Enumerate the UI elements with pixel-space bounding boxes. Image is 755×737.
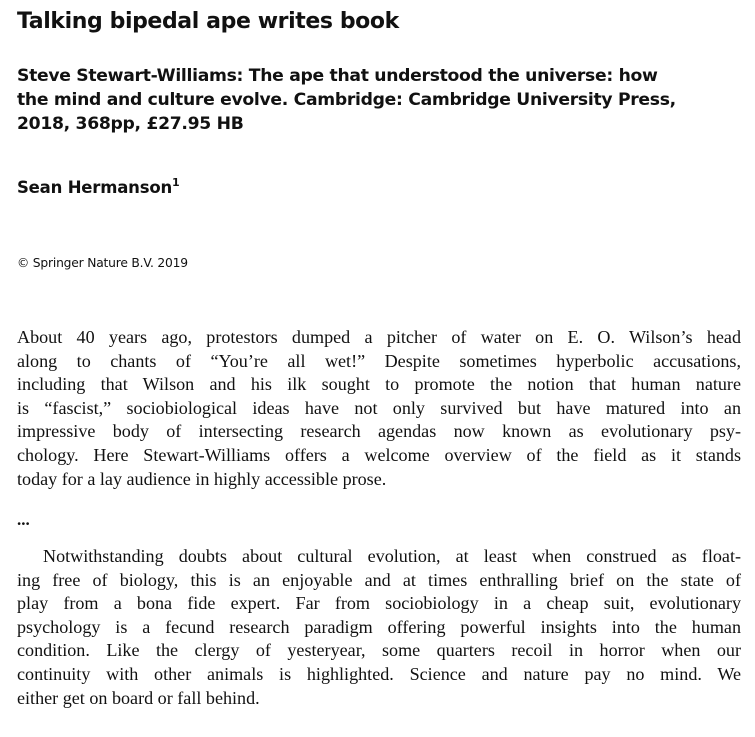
- paragraph-2: [17, 545, 741, 710]
- copyright-notice: © Springer Nature B.V. 2019: [17, 256, 188, 270]
- text-line: Notwithstanding doubts about cultural evolution, at least when construed as float-: [43, 546, 741, 566]
- text-line: condition. Like the clergy of yesteryear, some quarters recoil in horror when our: [17, 640, 741, 661]
- text-line: play from a bona fide expert. Far from sociobiology in a cheap suit, evolutionary: [17, 593, 741, 614]
- omission-ellipsis: ...: [17, 510, 30, 529]
- citation-line: Steve Stewart-Williams: The ape that understood the universe: how: [17, 66, 658, 86]
- text-line: today for a lay audience in highly accessible prose.: [17, 468, 387, 489]
- affiliation-mark[interactable]: 1: [172, 176, 180, 189]
- text-line: either get on board or fall behind.: [17, 687, 260, 708]
- text-line: is “fascist,” sociobiological ideas have not only survived but have matured into an: [17, 397, 741, 418]
- text-line: along to chants of “You’re all wet!” Despite sometimes hyperbolic accusations,: [17, 350, 741, 371]
- book-citation: [17, 64, 717, 136]
- text-line: including that Wilson and his ilk sought to promote the notion that human nature: [17, 374, 741, 395]
- citation-line: 2018, 368pp, £27.95 HB: [17, 114, 244, 134]
- text-line: continuity with other animals is highlighted. Science and nature pay no mind. We: [17, 663, 741, 684]
- citation-line: the mind and culture evolve. Cambridge: Cambridge University Press,: [17, 90, 676, 110]
- author-name-text: Sean Hermanson: [17, 178, 173, 197]
- text-line: ing free of biology, this is an enjoyable and at times enthralling brief on the state of: [17, 569, 741, 590]
- text-line: About 40 years ago, protestors dumped a pitcher of water on E. O. Wilson’s head: [17, 327, 741, 347]
- paragraph-1: [17, 326, 741, 491]
- text-line: psychology is a fecund research paradigm offering powerful insights into the human: [17, 616, 741, 637]
- article-title: Talking bipedal ape writes book: [17, 9, 399, 34]
- author-name: [17, 178, 179, 197]
- text-line: chology. Here Stewart-Williams offers a welcome overview of the field as it stands: [17, 444, 741, 465]
- text-line: impressive body of intersecting research agendas now known as evolutionary psy-: [17, 421, 741, 442]
